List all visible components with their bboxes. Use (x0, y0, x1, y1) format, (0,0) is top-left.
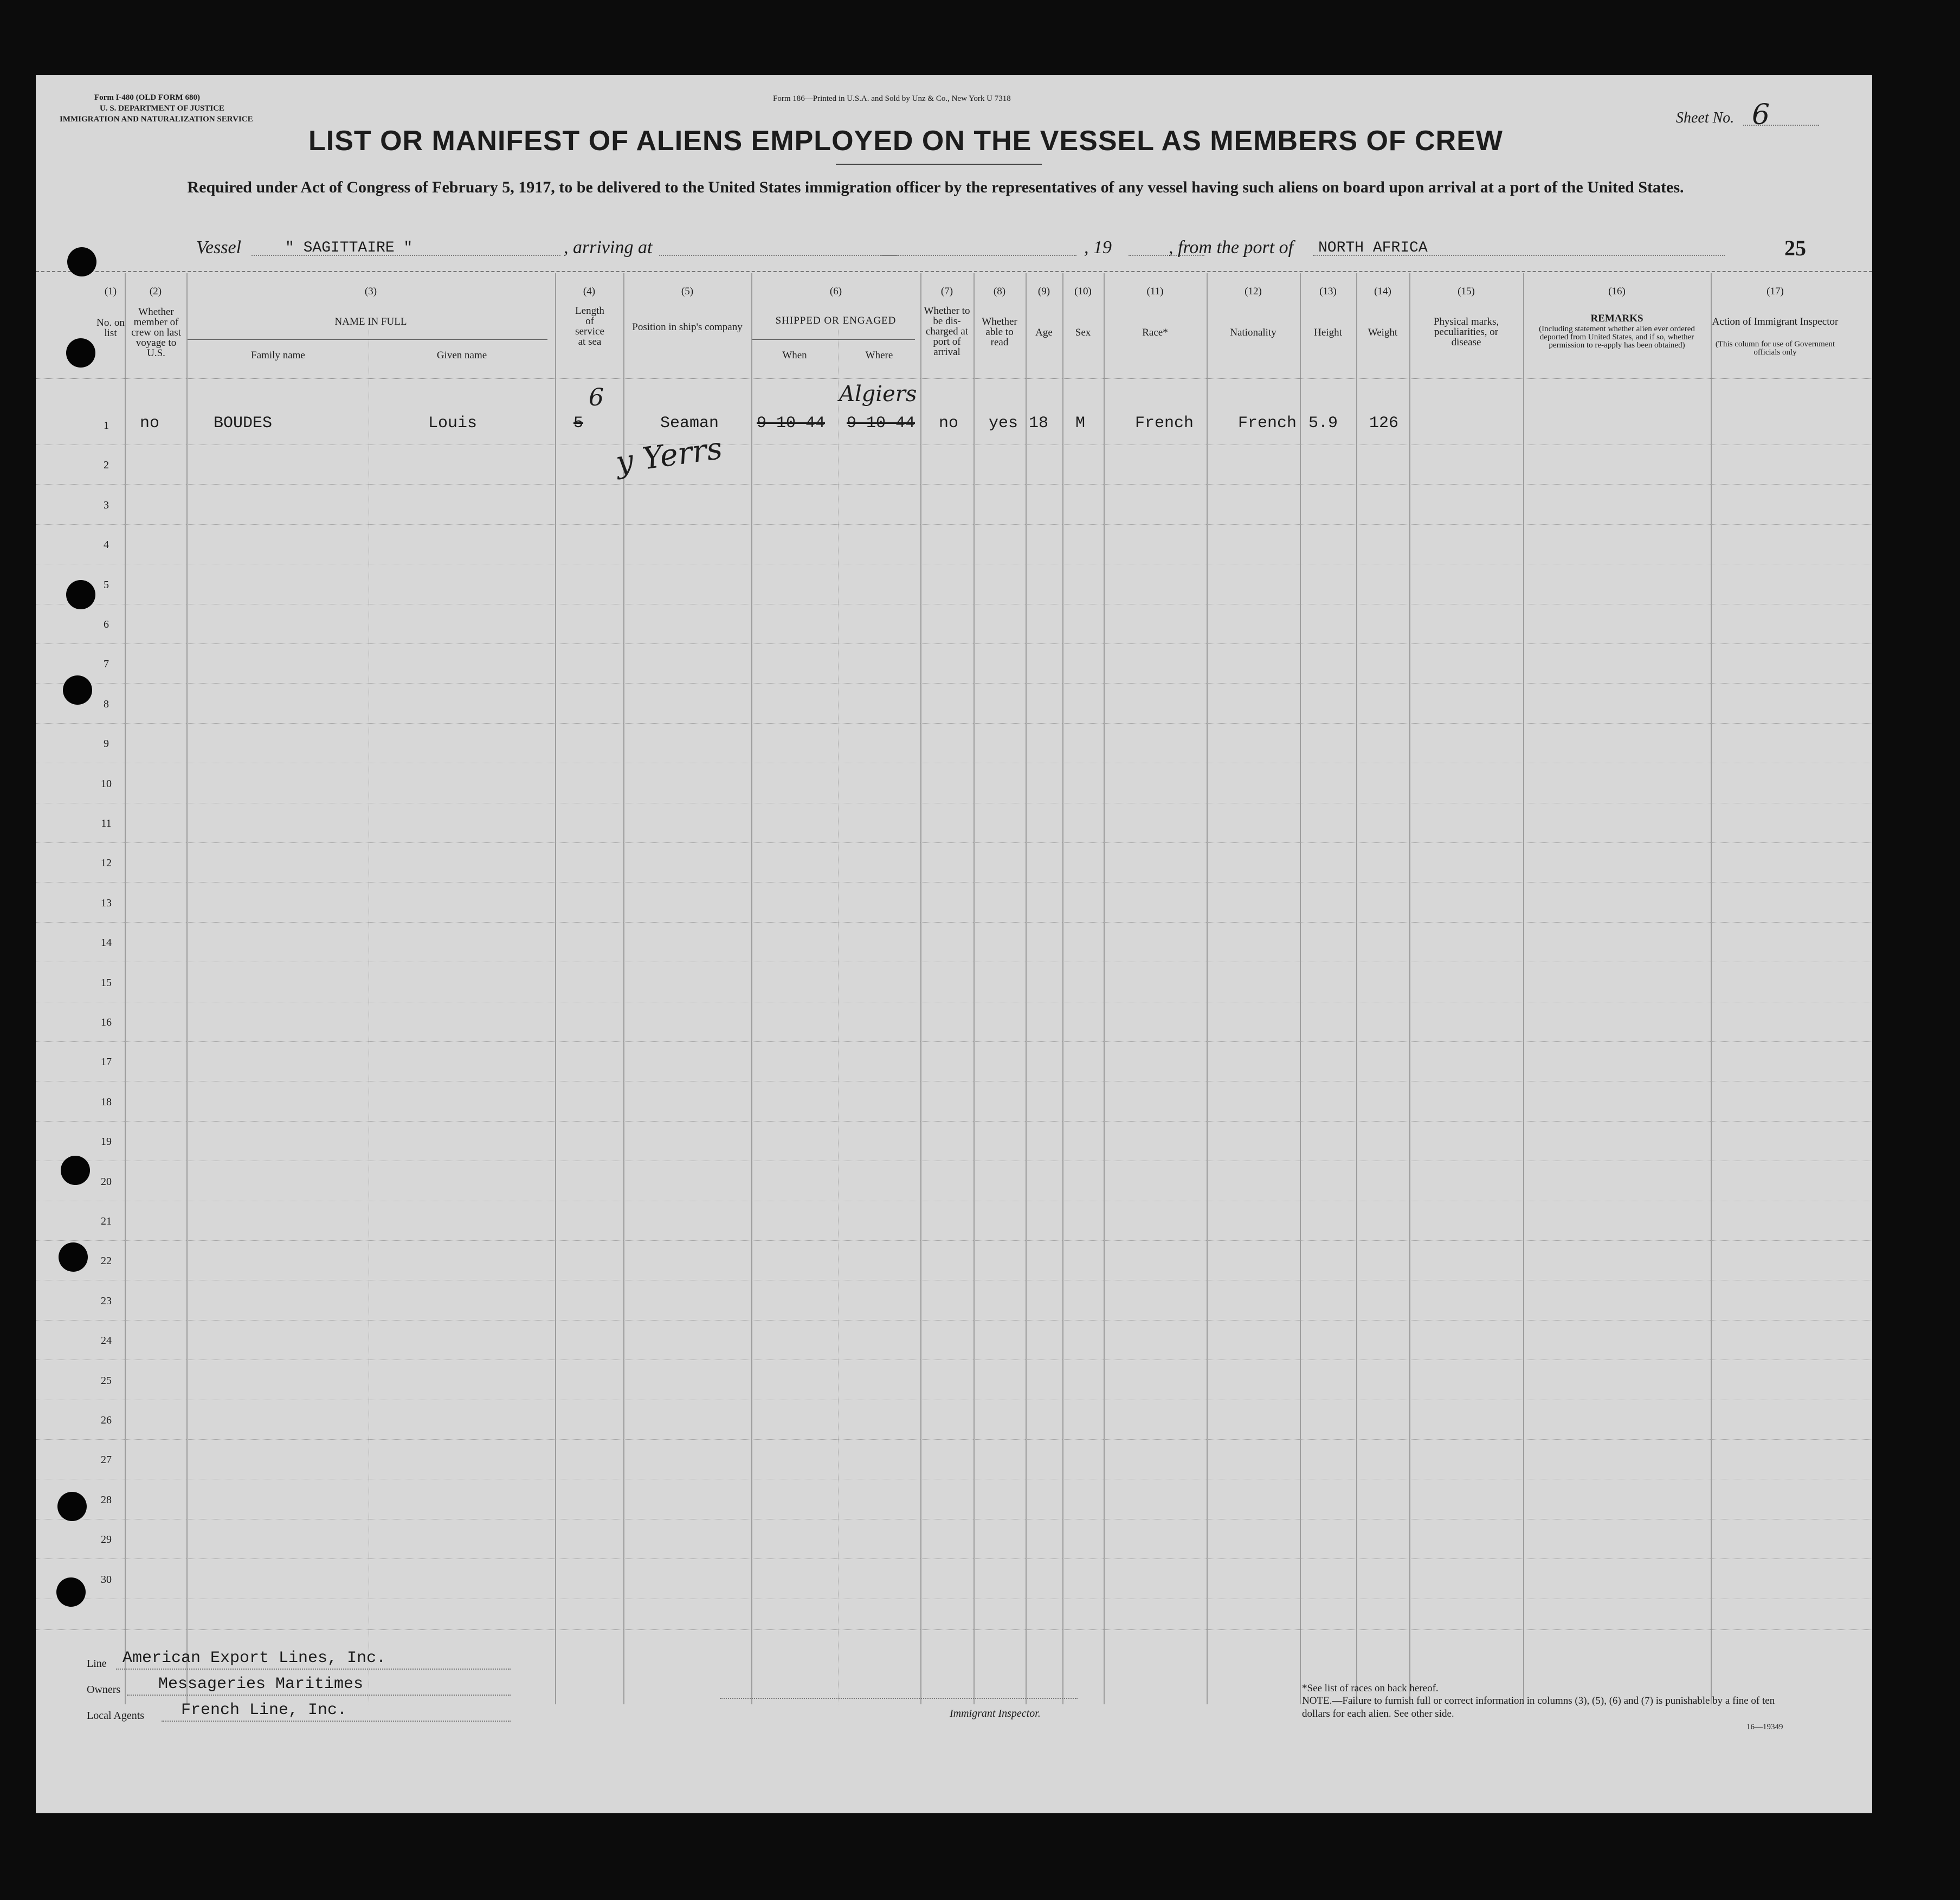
col9-label: Age (1035, 327, 1053, 338)
inspector-label: Immigrant Inspector. (950, 1708, 1041, 1719)
row-number: 26 (101, 1414, 112, 1426)
row-number: 3 (104, 499, 109, 511)
department: U. S. DEPARTMENT OF JUSTICE (100, 104, 225, 113)
date-leader (881, 255, 1076, 256)
col3-number: (3) (364, 286, 377, 297)
col-divider (1409, 273, 1410, 1704)
col-divider (555, 273, 556, 1704)
row-number: 13 (101, 897, 112, 909)
col4-label: Length of service at sea (575, 305, 604, 347)
col-divider (1104, 273, 1105, 1704)
row-number: 23 (101, 1294, 112, 1307)
row-line (36, 723, 1872, 724)
col15-label: Physical marks, peculiarities, or disease (1433, 316, 1499, 348)
row-line (36, 683, 1872, 684)
row-number: 16 (101, 1016, 112, 1028)
handwritten-annotation: y Yerrs (614, 430, 725, 481)
col17-number: (17) (1766, 286, 1784, 297)
line-leader (116, 1669, 511, 1670)
owners-value: Messageries Maritimes (158, 1675, 364, 1693)
race-cell: French (1135, 414, 1194, 433)
owners-label: Owners (87, 1684, 121, 1696)
col-divider (838, 330, 839, 1704)
col-divider (1062, 273, 1063, 1704)
row-line (36, 643, 1872, 644)
punch-hole (63, 675, 92, 705)
inspector-signature-line (720, 1698, 1078, 1699)
height-cell: 5.9 (1308, 414, 1338, 433)
col-divider (1207, 273, 1208, 1704)
vessel-name: " SAGITTAIRE " (285, 240, 413, 256)
row-number: 22 (101, 1255, 112, 1267)
col17-label: Action of Immigrant Inspector (1712, 316, 1839, 327)
col-divider (1356, 273, 1357, 1704)
row-number: 29 (101, 1534, 112, 1546)
year-label: , 19 (1084, 237, 1112, 257)
punch-hole (66, 338, 95, 368)
col12-label: Nationality (1230, 327, 1276, 338)
row-number: 1 (104, 420, 109, 431)
col14-number: (14) (1374, 286, 1391, 297)
shipped-where-cell: 9-10-44 (847, 414, 915, 433)
shipped-when-cell: 9-10-44 (757, 414, 826, 433)
col6-label: SHIPPED OR ENGAGED (775, 315, 897, 326)
form-number: Form I-480 (OLD FORM 680) (94, 93, 200, 102)
family-name-cell: BOUDES (214, 414, 273, 433)
col6-when: When (782, 350, 807, 361)
row-number: 7 (104, 658, 109, 671)
col1-number: (1) (104, 286, 117, 297)
col15-number: (15) (1458, 286, 1475, 297)
col-divider (623, 273, 624, 1704)
row-number: 9 (104, 738, 109, 750)
discharged-cell: no (939, 414, 959, 433)
owners-leader (127, 1695, 511, 1696)
row-number: 24 (101, 1335, 112, 1347)
row-line (36, 1041, 1872, 1042)
row-number: 27 (101, 1454, 112, 1466)
row-number: 19 (101, 1136, 112, 1148)
col-divider (125, 273, 126, 1704)
given-name-cell: Louis (428, 414, 478, 433)
title-rule (836, 164, 1042, 165)
races-note: *See list of races on back hereof. (1302, 1683, 1439, 1694)
arriving-leader (659, 255, 898, 256)
agents-value: French Line, Inc. (181, 1701, 347, 1719)
from-port-label: , from the port of (1169, 237, 1294, 257)
row-number: 12 (101, 857, 112, 870)
col16-label: REMARKS (1590, 313, 1643, 324)
sheet-label: Sheet No. (1676, 110, 1735, 126)
page-subtitle: Required under Act of Congress of February 5, 1917, to be delivered to the United States immigration officer by the representatives of any vessel having such aliens on board upon arrival at a port of the United States. (187, 178, 1684, 196)
punch-hole (61, 1156, 90, 1185)
printer-line: Form 186—Printed in U.S.A. and Sold by Unz & Co., New York U 7318 (773, 94, 1011, 103)
punch-hole (57, 1492, 87, 1521)
service-name: IMMIGRATION AND NATURALIZATION SERVICE (60, 115, 253, 124)
manifest-sheet (36, 75, 1872, 1813)
row-line (36, 1121, 1872, 1122)
service-handwritten: 6 (589, 384, 604, 411)
header-bottom-rule (36, 378, 1872, 379)
crew-last-voyage-cell: no (140, 414, 160, 433)
row-line (36, 1240, 1872, 1241)
row-number: 17 (101, 1056, 112, 1068)
col-divider (973, 273, 975, 1704)
col-divider (186, 273, 188, 1704)
col3-label: NAME IN FULL (334, 316, 407, 327)
col16-note: (Including statement whether alien ever ordered deported from United States, and if so, whether permission to re-apply has been obtained) (1539, 325, 1695, 350)
col3-given: Given name (436, 350, 487, 361)
row-number: 8 (104, 698, 109, 710)
col-divider (1523, 273, 1524, 1704)
col14-label: Weight (1368, 327, 1398, 338)
col7-number: (7) (940, 286, 953, 297)
row-number: 25 (101, 1374, 112, 1387)
col3-family: Family name (251, 350, 305, 361)
col11-number: (11) (1146, 286, 1164, 297)
col6-rule (752, 339, 915, 340)
line-value: American Export Lines, Inc. (122, 1649, 386, 1667)
col12-number: (12) (1245, 286, 1262, 297)
row-number: 5 (104, 578, 109, 591)
col3-rule (188, 339, 547, 340)
from-port: NORTH AFRICA (1318, 240, 1428, 256)
col10-label: Sex (1075, 327, 1091, 338)
row-number: 20 (101, 1175, 112, 1188)
punch-hole (66, 580, 95, 609)
col5-label: Position in ship's company (632, 321, 743, 333)
age-cell: 18 (1029, 414, 1049, 433)
col7-label: Whether to be dis- charged at port of arrival (924, 305, 970, 358)
row-line (36, 842, 1872, 843)
able-to-read-cell: yes (989, 414, 1018, 433)
penalty-note: NOTE.—Failure to furnish full or correct information in columns (3), (5), (6) and (7) is punishable by a fine of ten dollars for each alien. See other side. (1302, 1695, 1775, 1719)
col-divider (920, 273, 921, 1704)
col13-number: (13) (1319, 286, 1337, 297)
weight-cell: 126 (1369, 414, 1399, 433)
col10-number: (10) (1074, 286, 1092, 297)
col13-label: Height (1314, 327, 1342, 338)
row-number: 14 (101, 937, 112, 949)
col6-where: Where (865, 350, 893, 361)
row-line (36, 484, 1872, 485)
row-number: 21 (101, 1215, 112, 1227)
col-divider (1026, 273, 1027, 1704)
col1-label: No. on list (96, 317, 125, 339)
col4-number: (4) (583, 286, 596, 297)
row-number: 4 (104, 539, 109, 551)
col9-number: (9) (1037, 286, 1050, 297)
col5-number: (5) (681, 286, 694, 297)
row-line (36, 882, 1872, 883)
col8-number: (8) (993, 286, 1006, 297)
row-number: 10 (101, 777, 112, 790)
row-number: 18 (101, 1096, 112, 1108)
position-cell: Seaman (660, 414, 719, 433)
col16-number: (16) (1608, 286, 1626, 297)
row-number: 30 (101, 1573, 112, 1586)
page-title: LIST OR MANIFEST OF ALIENS EMPLOYED ON THE VESSEL AS MEMBERS OF CREW (308, 125, 1503, 157)
nationality-cell: French (1238, 414, 1297, 433)
punch-hole (56, 1577, 86, 1607)
row-line (36, 524, 1872, 525)
row-number: 2 (104, 459, 109, 472)
sheet-number: 6 (1752, 99, 1770, 131)
col-divider (1711, 273, 1712, 1704)
row-number: 11 (101, 817, 112, 829)
row-number: 28 (101, 1493, 112, 1506)
sex-cell: M (1075, 414, 1086, 433)
col-divider (751, 273, 752, 1704)
line-label: Line (87, 1658, 107, 1670)
vessel-label: Vessel (196, 237, 242, 257)
col2-number: (2) (149, 286, 162, 297)
punch-hole (67, 247, 96, 276)
row-line (36, 1558, 1872, 1559)
row-line (36, 1320, 1872, 1321)
row-number: 6 (104, 619, 109, 630)
col-divider (1300, 273, 1301, 1704)
arriving-label: , arriving at (564, 237, 653, 257)
punch-hole (59, 1242, 88, 1272)
row-line (36, 922, 1872, 923)
agents-label: Local Agents (87, 1710, 145, 1722)
col2-label: Whether member of crew on last voyage to U.S. (131, 306, 181, 359)
row-line (36, 1439, 1872, 1440)
page-number: 25 (1784, 236, 1806, 260)
service-length-cell: 5 (573, 414, 584, 433)
col6-number: (6) (829, 286, 842, 297)
col8-label: Whether able to read (982, 316, 1017, 348)
col11-label: Race* (1142, 327, 1168, 338)
form-code: 16—19349 (1746, 1723, 1783, 1731)
header-rule (36, 271, 1872, 272)
row-number: 15 (101, 976, 112, 989)
col17-note: (This column for use of Government officials only (1715, 340, 1835, 357)
shipped-where-handwritten: Algiers (839, 382, 917, 407)
agents-leader (162, 1721, 511, 1722)
